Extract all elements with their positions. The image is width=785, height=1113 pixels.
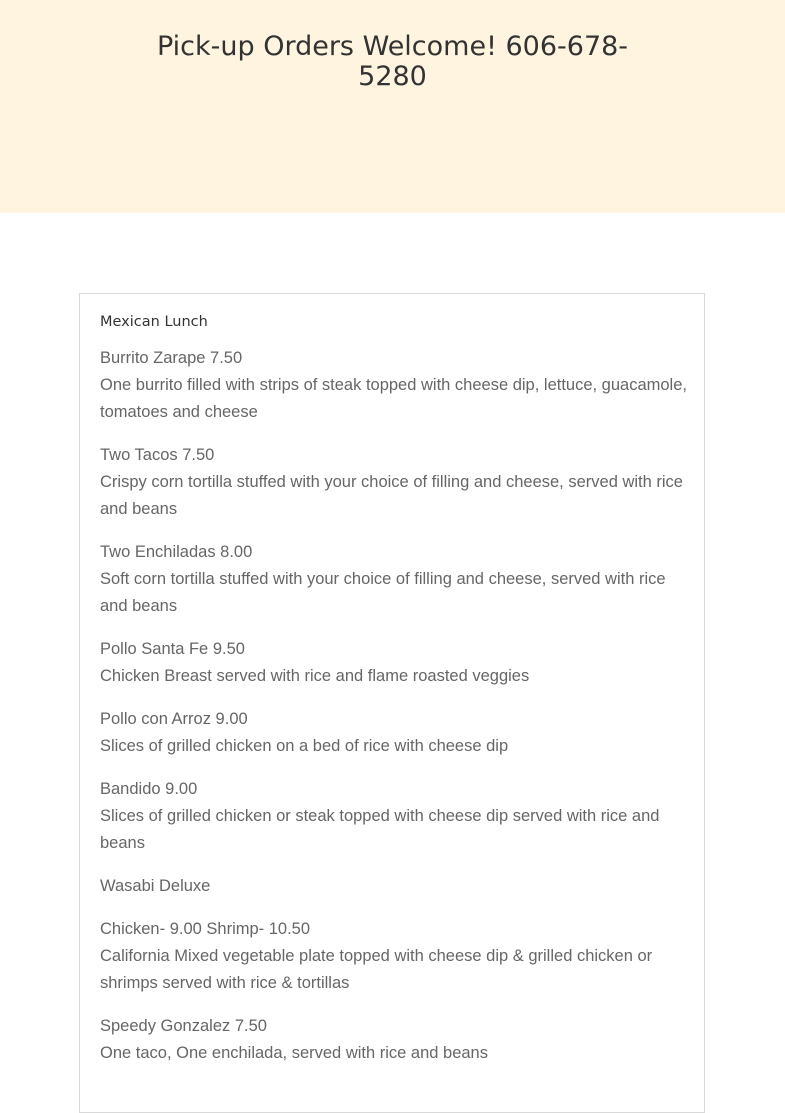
menu-item-description: One burrito filled with strips of steak topped with cheese dip, lettuce, guacamole, tomatoes and cheese	[100, 376, 687, 421]
menu-item-description: One taco, One enchilada, served with rice and beans	[100, 1044, 488, 1062]
menu-item-name: Two Tacos 7.50	[100, 446, 215, 464]
menu-item-wasabi-prices	[100, 916, 690, 997]
menu-item-description: California Mixed vegetable plate topped with cheese dip & grilled chicken or shrimps served with rice & tortillas	[100, 947, 653, 992]
menu-item-name: Wasabi Deluxe	[100, 877, 211, 895]
menu-item-speedy-gonzalez	[100, 1013, 690, 1067]
menu-item-name: Chicken- 9.00 Shrimp- 10.50	[100, 920, 311, 938]
menu-item-name: Pollo Santa Fe 9.50	[100, 640, 245, 658]
menu-item-description: Soft corn tortilla stuffed with your choice of filling and cheese, served with rice and beans	[100, 570, 666, 615]
menu-item-name: Bandido 9.00	[100, 780, 198, 798]
section-title: Mexican Lunch	[100, 314, 208, 330]
menu-item-pollo-con-arroz	[100, 706, 690, 760]
menu-item-name: Pollo con Arroz 9.00	[100, 710, 248, 728]
menu-section	[79, 293, 705, 1113]
menu-item-two-enchiladas	[100, 539, 690, 620]
page-header	[0, 0, 785, 213]
menu-item-pollo-santa-fe	[100, 636, 690, 690]
menu-item-burrito-zarape	[100, 345, 690, 426]
menu-content	[100, 312, 690, 1083]
menu-item-bandido	[100, 776, 690, 857]
menu-item-wasabi-deluxe	[100, 873, 690, 900]
menu-item-description: Crispy corn tortilla stuffed with your choice of filling and cheese, served with rice and beans	[100, 473, 683, 518]
menu-item-description: Chicken Breast served with rice and flame roasted veggies	[100, 667, 530, 685]
menu-item-description: Slices of grilled chicken on a bed of rice with cheese dip	[100, 737, 509, 755]
menu-item-name: Two Enchiladas 8.00	[100, 543, 253, 561]
menu-item-name: Speedy Gonzalez 7.50	[100, 1017, 267, 1035]
menu-item-description: Slices of grilled chicken or steak topped with cheese dip served with rice and beans	[100, 807, 660, 852]
page-title: Pick-up Orders Welcome! 606-678-5280	[156, 31, 629, 92]
menu-item-name: Burrito Zarape 7.50	[100, 349, 243, 367]
menu-item-two-tacos	[100, 442, 690, 523]
